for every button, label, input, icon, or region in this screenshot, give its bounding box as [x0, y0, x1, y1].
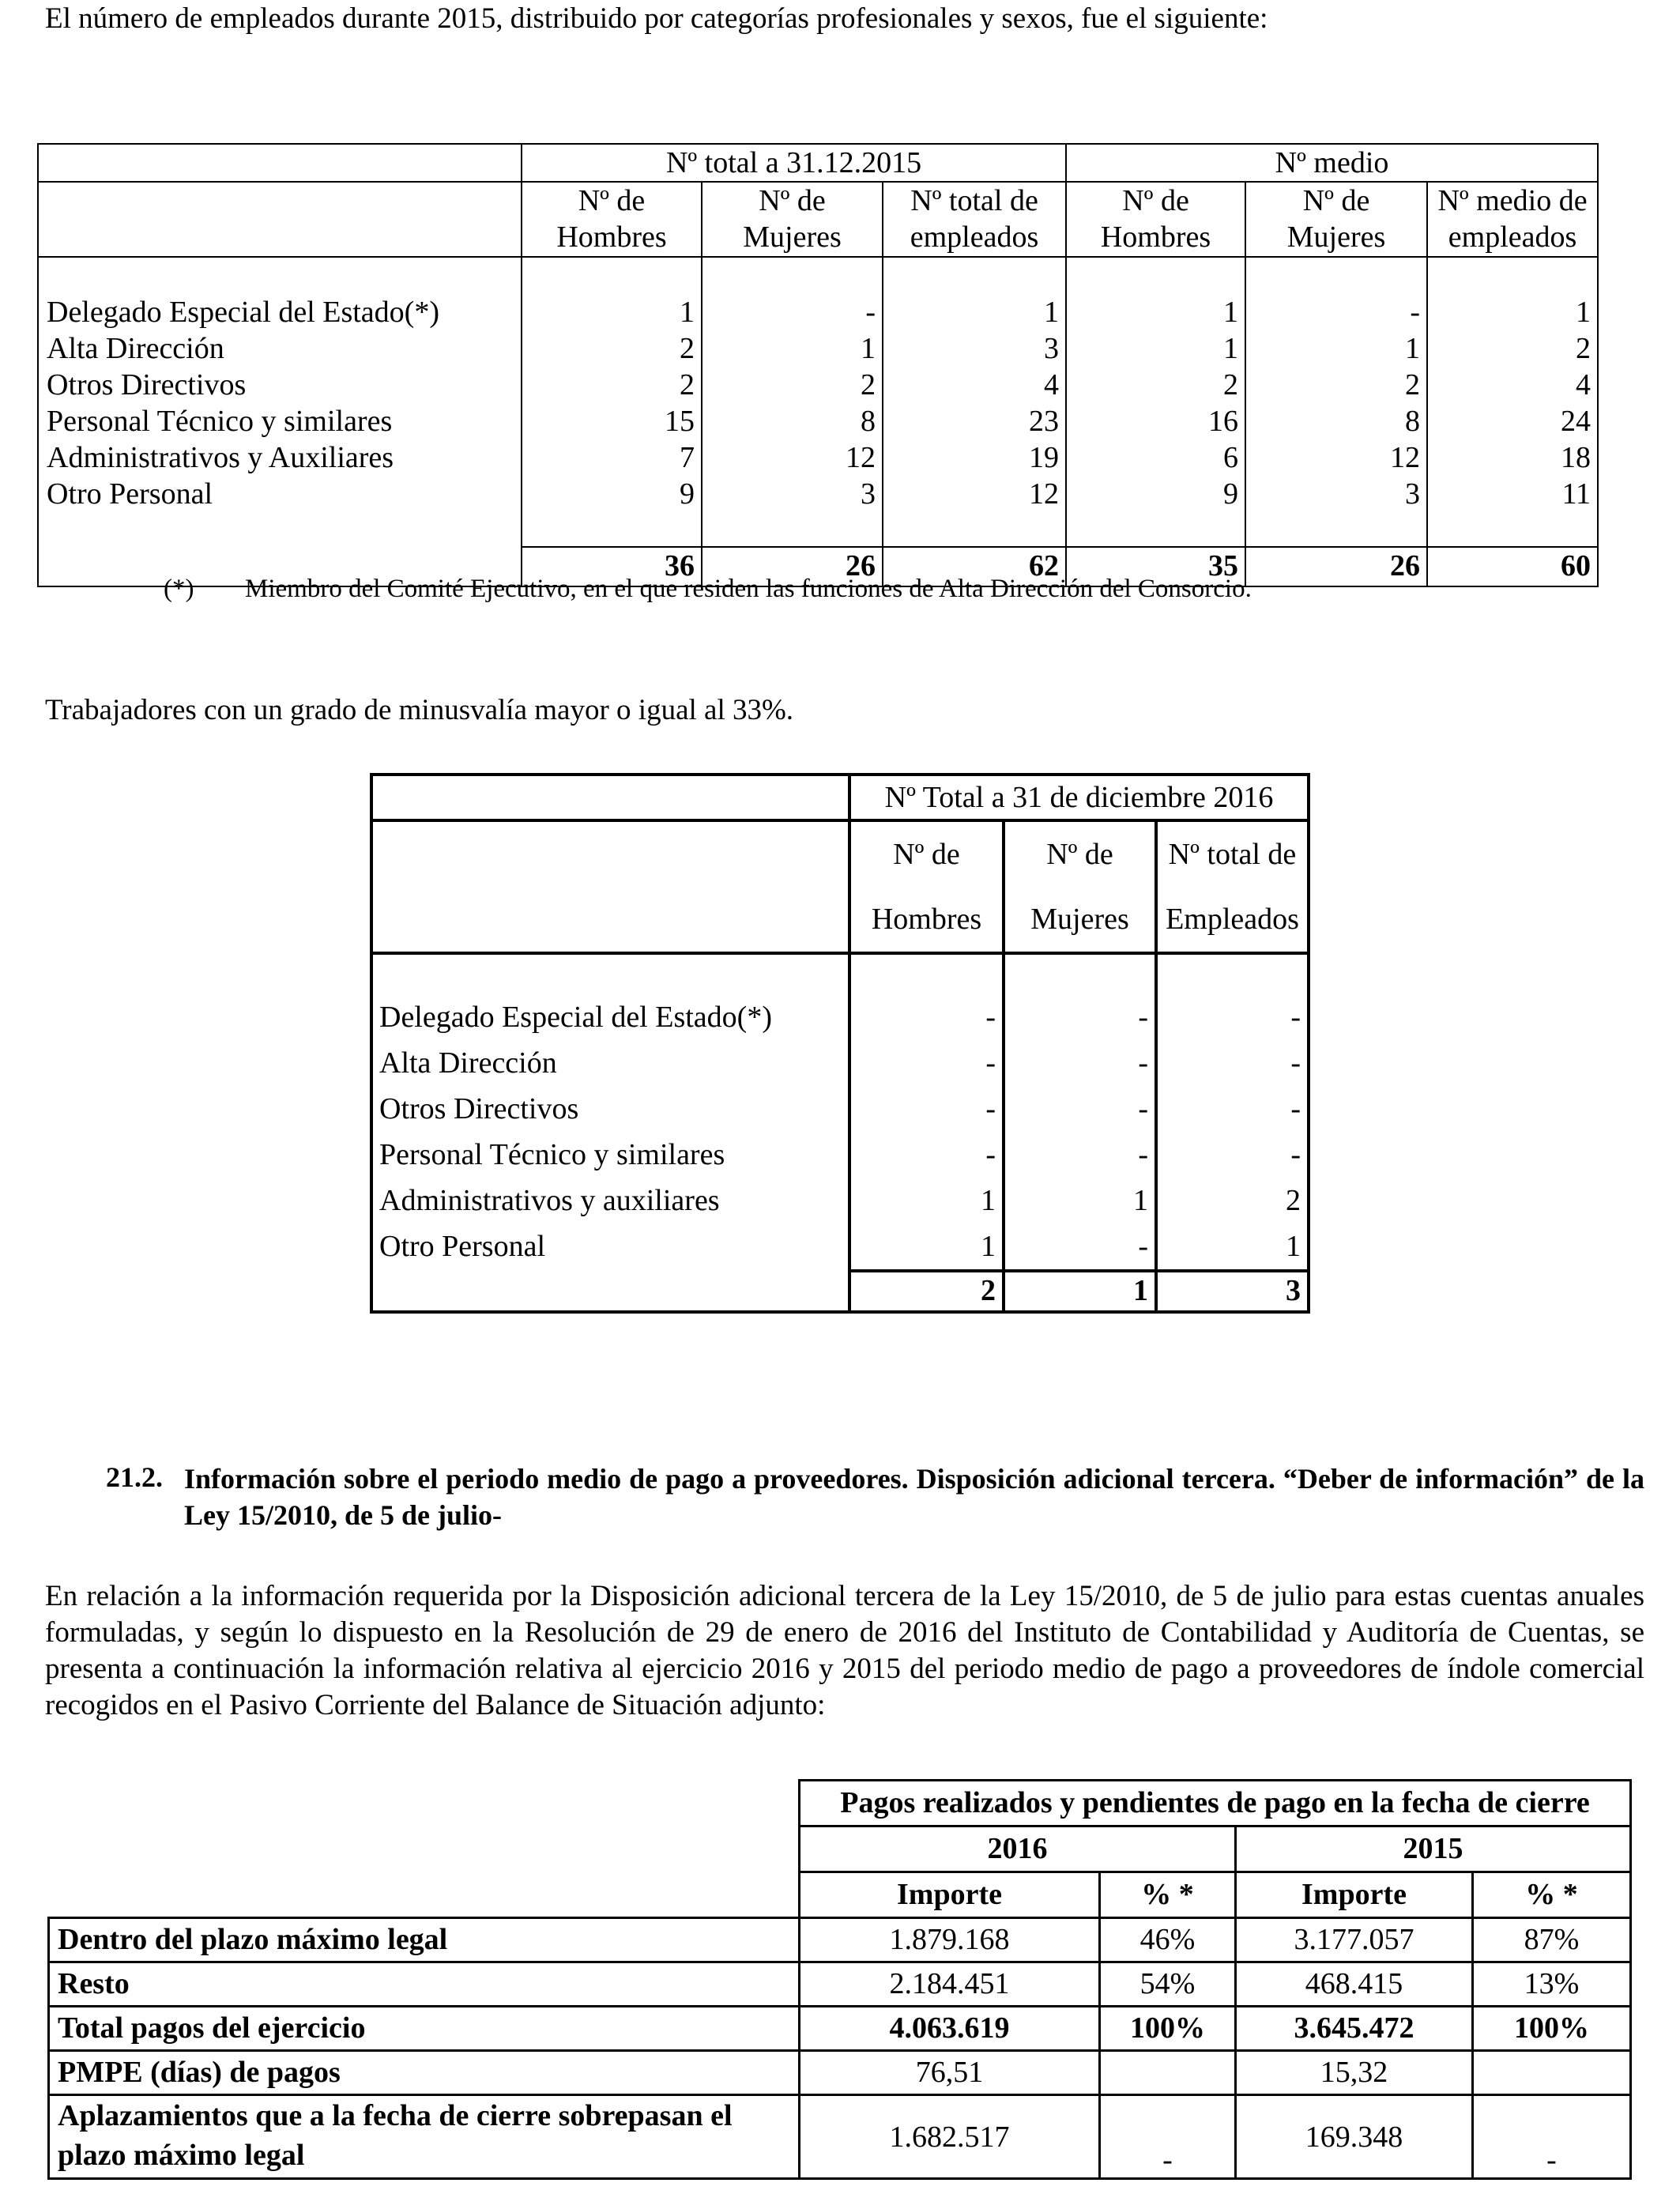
intro-text: El número de empleados durante 2015, distribuido por categorías profesionales y sexos, fue el siguiente: [45, 2, 1268, 35]
value-column: 1 2 2 15 7 9 [522, 257, 702, 547]
col-header: Nº de Hombres [1066, 182, 1245, 257]
col-header: Nº total de Empleados [1156, 820, 1309, 953]
col-header: Importe [1236, 1872, 1473, 1918]
group-header: Nº Total a 31 de diciembre 2016 [849, 775, 1309, 820]
total-cell: 62 [883, 547, 1066, 586]
col-header: Nº de Mujeres [1004, 820, 1156, 953]
col-header: Nº de Mujeres [1245, 182, 1427, 257]
row-label: Delegado Especial del Estado(*) [47, 296, 439, 329]
table-row: Resto 2.184.451 54% 468.415 13% [49, 1962, 1631, 2007]
total-cell: 26 [702, 547, 883, 586]
value-column: 1 3 4 23 19 12 [883, 257, 1066, 547]
year-header: 2015 [1236, 1826, 1631, 1872]
total-cell: 36 [522, 547, 702, 586]
section-number: 21.2. [106, 1461, 163, 1493]
disability-table [370, 773, 1310, 1314]
employees-table [37, 143, 1599, 587]
body-paragraph: En relación a la información requerida por la Disposición adicional tercera de la Ley 15/2010, de 5 de julio para estas cuentas anuales formuladas, y según lo dispuesto en la Resolución de 29 de enero de 2016 del Instituto de Contabilidad y Auditoría de Cuentas, se presenta a continuación la información relativa al ejercicio 2016 y 2015 del periodo medio de pago a proveedores de índole comercial recogidos en el Pasivo Corriente del Balance de Situación adjunto: [45, 1580, 1644, 1721]
table-row: Dentro del plazo máximo legal 1.879.168 46% 3.177.057 87% [49, 1918, 1631, 1962]
row-label: Otro Personal [379, 1230, 546, 1263]
col-header: Nº de Hombres [522, 182, 702, 257]
row-label: Administrativos y auxiliares [379, 1184, 720, 1217]
total-cell: 1 [1004, 1271, 1156, 1312]
row-label: Otros Directivos [379, 1092, 579, 1125]
col-header: Importe [800, 1872, 1100, 1918]
row-label: Personal Técnico y similares [379, 1138, 725, 1171]
footnote-text: Miembro del Comité Ejecutivo, en el que residen las funciones de Alta Dirección del Consorcio. [245, 575, 1252, 603]
row-label: PMPE (días) de pagos [49, 2051, 800, 2095]
value-column: - 1 2 8 12 3 [1245, 257, 1427, 547]
group-header-total: Nº total a 31.12.2015 [522, 144, 1066, 182]
value-column: - - - - 1 1 [849, 953, 1004, 1271]
row-label: Resto [49, 1962, 800, 2007]
table2-title: Trabajadores con un grado de minusvalía mayor o igual al 33%. [45, 694, 794, 726]
col-header: Nº total de empleados [883, 182, 1066, 257]
total-cell: 3 [1156, 1271, 1309, 1312]
row-label: Dentro del plazo máximo legal [49, 1918, 800, 1962]
table-row: PMPE (días) de pagos 76,51 15,32 [49, 2051, 1631, 2095]
row-label: Total pagos del ejercicio [49, 2007, 800, 2051]
total-cell: 35 [1066, 547, 1245, 586]
payments-title: Pagos realizados y pendientes de pago en la fecha de cierre [800, 1781, 1631, 1826]
row-labels [371, 953, 849, 1271]
section-heading: Información sobre el periodo medio de pago a proveedores. Disposición adicional tercera. “Deber de información” de la Ley 15/2010, de 5 de julio- [184, 1463, 1644, 1531]
value-column: - - - - 1 - [1004, 953, 1156, 1271]
row-label: Personal Técnico y similares [47, 405, 393, 438]
total-cell: 2 [849, 1271, 1004, 1312]
col-header: Nº medio de empleados [1427, 182, 1598, 257]
row-labels [38, 257, 522, 547]
group-header-medio: Nº medio [1066, 144, 1598, 182]
value-column: 1 2 4 24 18 11 [1427, 257, 1598, 547]
row-label: Aplazamientos que a la fecha de cierre sobrepasan el plazo máximo legal [49, 2095, 800, 2179]
row-label: Administrativos y Auxiliares [47, 441, 394, 474]
row-label: Otros Directivos [47, 368, 247, 401]
footnote-mark: (*) [164, 575, 194, 603]
row-label: Alta Dirección [379, 1046, 557, 1080]
year-header: 2016 [800, 1826, 1236, 1872]
table-row: Aplazamientos que a la fecha de cierre sobrepasan el plazo máximo legal 1.682.517 - 169.348 - [49, 2095, 1631, 2179]
value-column: - 1 2 8 12 3 [702, 257, 883, 547]
table-row: Total pagos del ejercicio 4.063.619 100% 3.645.472 100% [49, 2007, 1631, 2051]
row-label: Alta Dirección [47, 332, 224, 365]
col-header: Nº de Mujeres [702, 182, 883, 257]
value-column: 1 1 2 16 6 9 [1066, 257, 1245, 547]
total-cell: 26 [1245, 547, 1427, 586]
col-header: % * [1100, 1872, 1236, 1918]
value-column: - - - - 2 1 [1156, 953, 1309, 1271]
row-label: Otro Personal [47, 477, 213, 511]
payments-table [47, 1779, 1632, 2180]
col-header: % * [1473, 1872, 1631, 1918]
total-cell: 60 [1427, 547, 1598, 586]
row-label: Delegado Especial del Estado(*) [379, 1001, 772, 1034]
col-header: Nº de Hombres [849, 820, 1004, 953]
